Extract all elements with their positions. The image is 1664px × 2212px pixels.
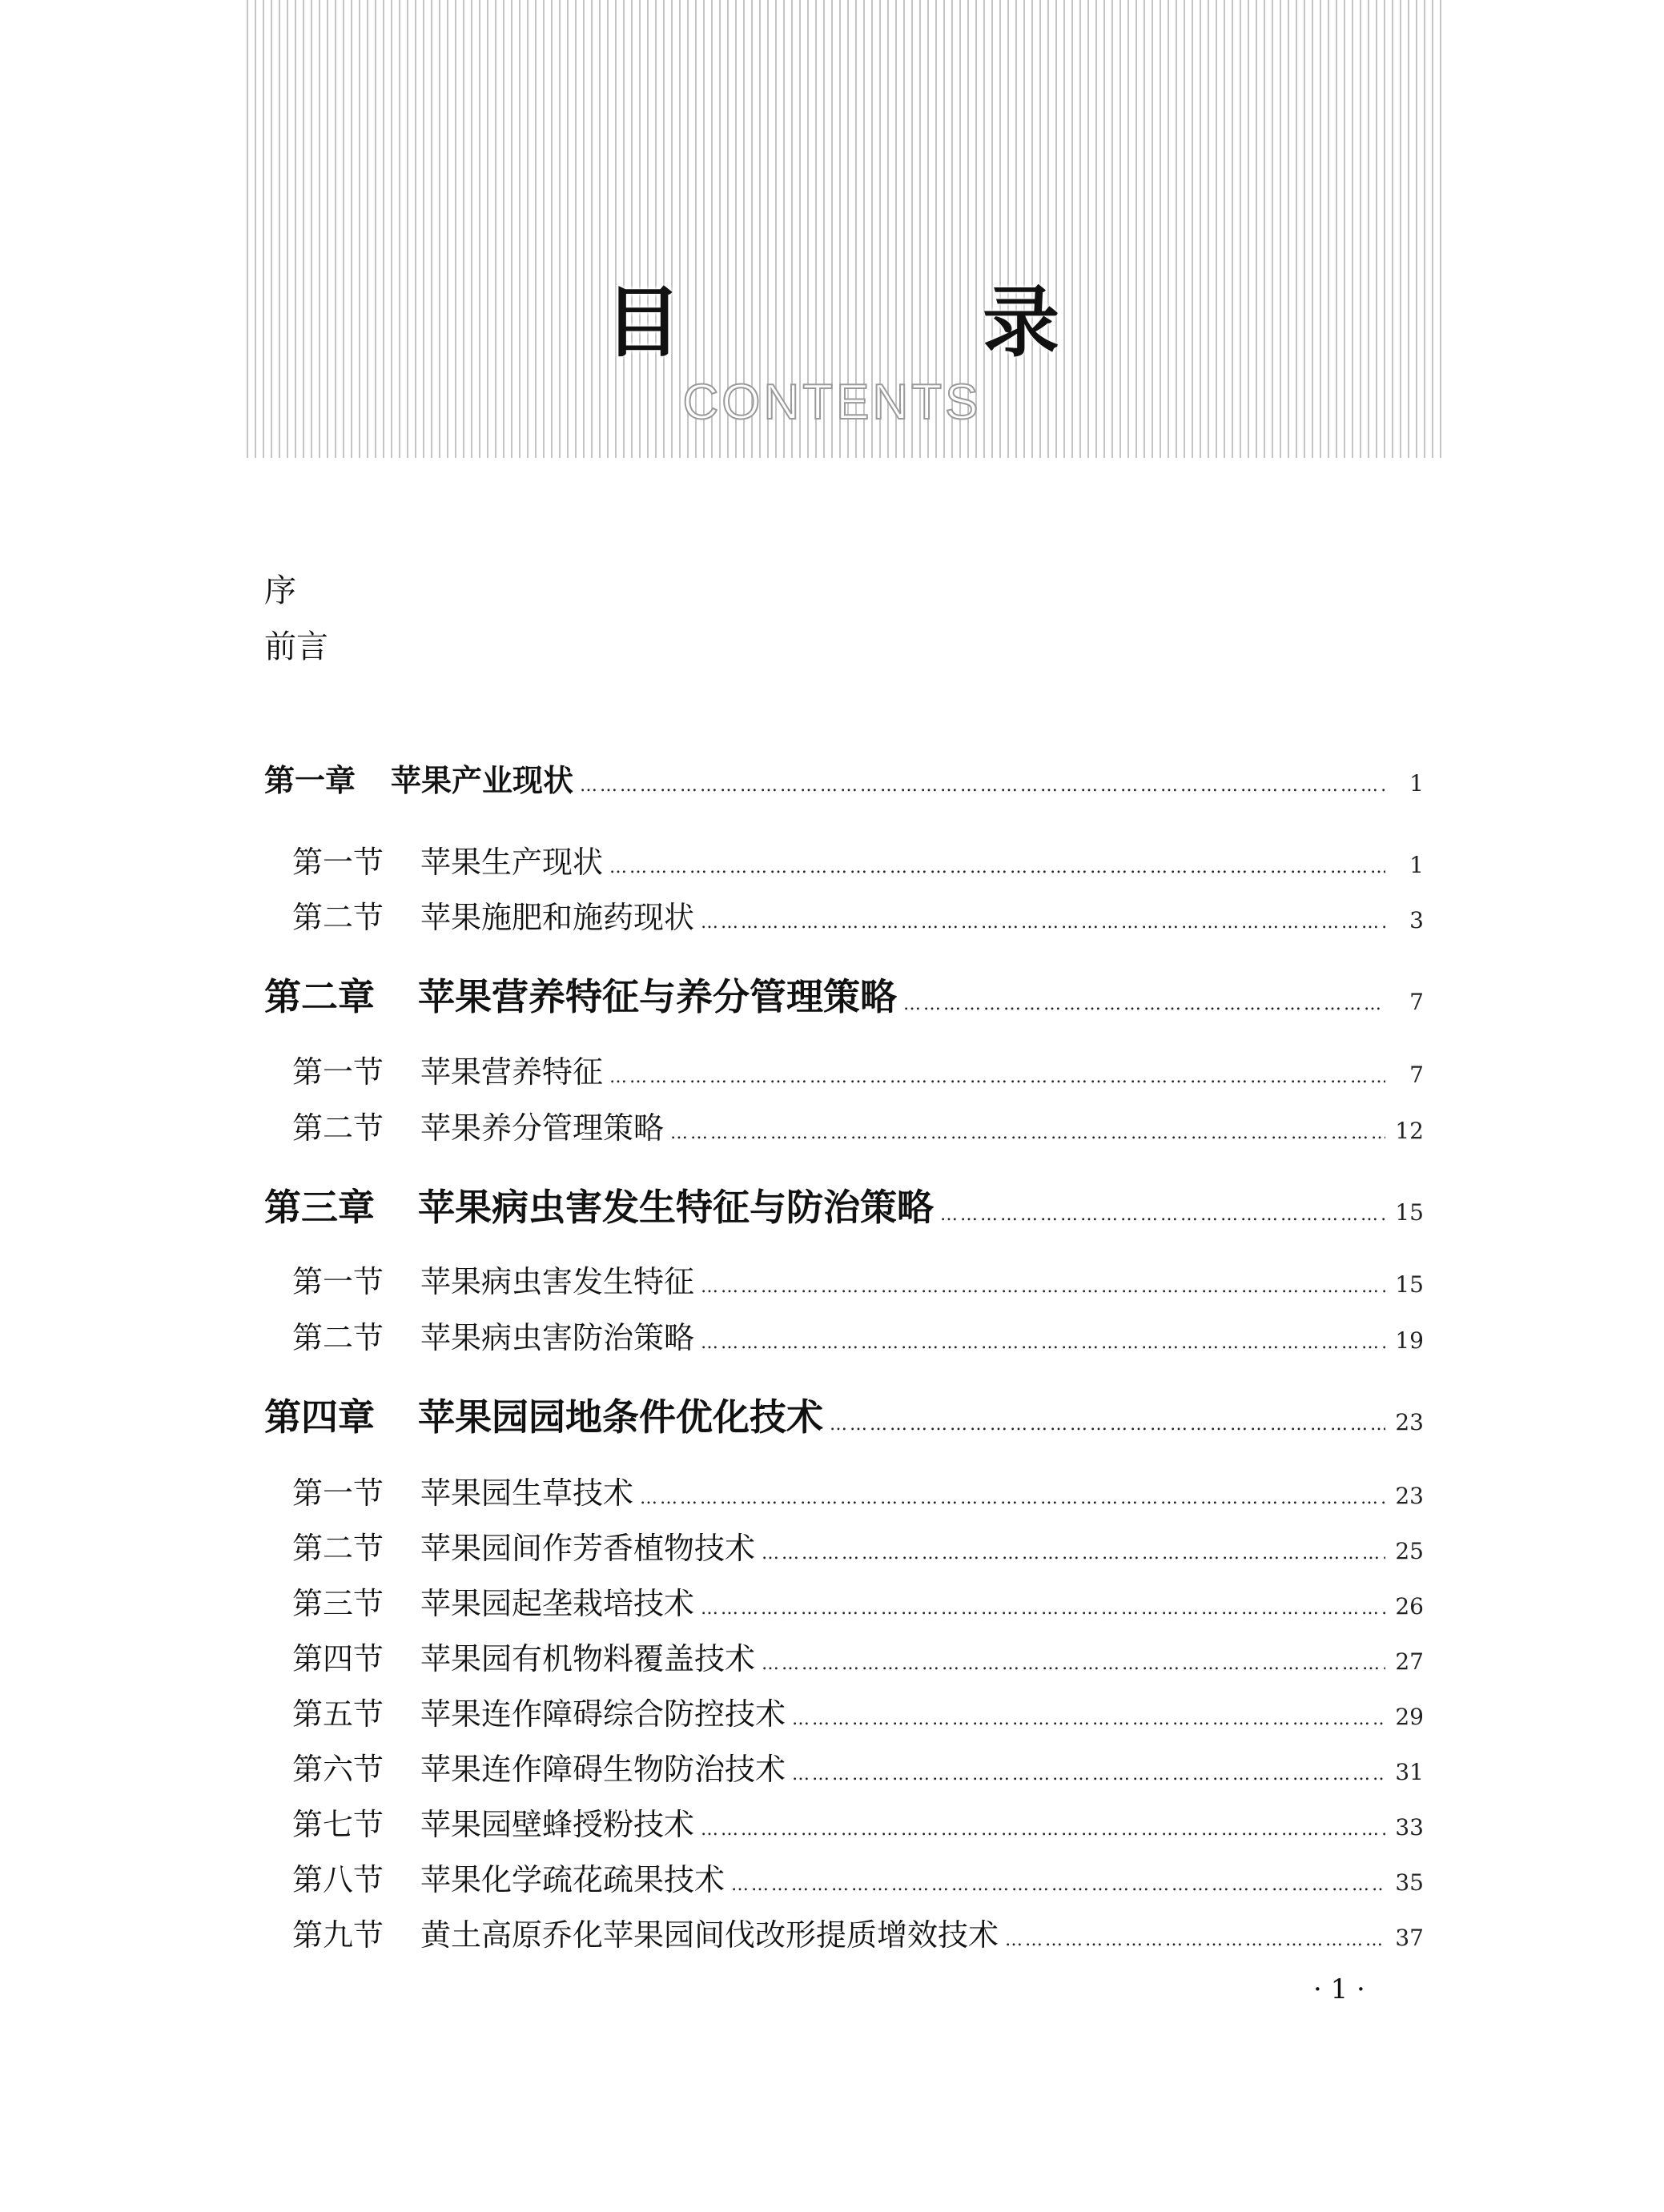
toc-number: 第三节 <box>292 1586 384 1621</box>
toc-title: 苹果病虫害发生特征 <box>420 1264 695 1299</box>
toc-chapter[interactable] <box>264 1395 1424 1439</box>
toc-page-number: 25 <box>1395 1538 1424 1564</box>
toc-title: 黄土高原乔化苹果园间伐改形提质增效技术 <box>420 1917 999 1953</box>
toc-title: 苹果园园地条件优化技术 <box>418 1395 823 1439</box>
toc-title: 苹果养分管理策略 <box>420 1110 665 1146</box>
toc-number: 第四节 <box>292 1641 384 1676</box>
toc-section[interactable] <box>292 1110 1424 1146</box>
toc-number: 第一节 <box>292 845 384 880</box>
toc-section[interactable] <box>292 1862 1424 1897</box>
toc-number: 第四章 <box>264 1395 375 1439</box>
toc-page-number: 7 <box>1409 989 1424 1015</box>
toc-page-number: 33 <box>1395 1814 1424 1841</box>
page-number: · 1 · <box>1313 1973 1365 2005</box>
toc-page-number: 1 <box>1409 852 1424 878</box>
toc-number: 第一章 <box>264 763 356 798</box>
toc-title: 苹果园生草技术 <box>420 1475 634 1511</box>
toc-section[interactable] <box>292 1264 1424 1299</box>
toc-chapter[interactable] <box>264 765 1424 796</box>
toc-page-number: 12 <box>1395 1118 1424 1144</box>
toc-number: 第一节 <box>292 1264 384 1299</box>
toc-leader-dots <box>640 1490 1385 1507</box>
toc-chapter[interactable] <box>264 975 1424 1018</box>
toc-section[interactable] <box>292 1588 1424 1619</box>
toc-page-number: 15 <box>1395 1199 1424 1226</box>
toc-section[interactable] <box>292 1475 1424 1511</box>
toc-section[interactable] <box>292 845 1424 880</box>
toc-leader-dots <box>731 1877 1385 1894</box>
toc-page-number: 27 <box>1395 1648 1424 1675</box>
toc-section[interactable] <box>292 1809 1424 1840</box>
toc-number: 第二节 <box>292 900 384 935</box>
toc-title: 苹果病虫害防治策略 <box>420 1320 695 1355</box>
toc-title: 苹果园起垄栽培技术 <box>420 1586 695 1621</box>
toc-title: 苹果化学疏花疏果技术 <box>420 1862 725 1897</box>
toc-title: 苹果病虫害发生特征与防治策略 <box>418 1186 934 1229</box>
toc-leader-dots <box>792 1766 1385 1784</box>
toc-number: 第二节 <box>292 1110 384 1146</box>
toc-title: 苹果产业现状 <box>391 763 574 798</box>
toc-number: 第六节 <box>292 1752 384 1787</box>
toc-leader-dots <box>1005 1932 1385 1949</box>
toc-page-number: 29 <box>1395 1704 1424 1730</box>
toc-leader-dots <box>609 1069 1385 1086</box>
toc-title: 苹果园有机物料覆盖技术 <box>420 1641 756 1676</box>
toc-leader-dots <box>609 859 1385 877</box>
toc-section[interactable] <box>292 1320 1424 1355</box>
toc-number: 第五节 <box>292 1696 384 1732</box>
page-subtitle: CONTENTS <box>682 375 982 430</box>
toc-number: 第三章 <box>264 1186 375 1229</box>
toc-page-number: 7 <box>1409 1062 1424 1088</box>
front-matter-preface[interactable]: 序 <box>264 572 296 609</box>
toc-section[interactable] <box>292 1641 1424 1676</box>
toc-number: 第一节 <box>292 1475 384 1511</box>
toc-page-number: 3 <box>1409 907 1424 933</box>
toc-page-number: 23 <box>1395 1409 1424 1435</box>
toc-title: 苹果园壁蜂授粉技术 <box>420 1807 695 1842</box>
toc-title: 苹果施肥和施药现状 <box>420 900 695 935</box>
toc-section[interactable] <box>292 1752 1424 1787</box>
toc-title: 苹果营养特征 <box>420 1054 604 1090</box>
toc-number: 第一节 <box>292 1054 384 1090</box>
toc-page-number: 23 <box>1395 1483 1424 1509</box>
toc-leader-dots <box>762 1656 1385 1673</box>
toc-page-number: 35 <box>1395 1869 1424 1896</box>
toc-page-number: 37 <box>1395 1925 1424 1951</box>
toc-section[interactable] <box>292 1054 1424 1090</box>
toc-leader-dots <box>701 1600 1385 1618</box>
toc-number: 第二节 <box>292 1320 384 1355</box>
toc-leader-dots <box>903 996 1385 1014</box>
toc-chapter[interactable] <box>264 1186 1424 1229</box>
toc-number: 第二章 <box>264 975 375 1018</box>
toc-section[interactable] <box>292 1696 1424 1732</box>
toc-section[interactable] <box>292 902 1424 933</box>
toc-leader-dots <box>580 777 1385 795</box>
toc-leader-dots <box>670 1125 1385 1142</box>
toc-title: 苹果生产现状 <box>420 845 604 880</box>
front-matter-foreword[interactable]: 前言 <box>264 628 328 665</box>
toc-leader-dots <box>701 1821 1385 1839</box>
toc-page-number: 26 <box>1395 1593 1424 1620</box>
toc-title: 苹果园间作芳香植物技术 <box>420 1531 756 1566</box>
toc-leader-dots <box>762 1545 1385 1563</box>
toc-leader-dots <box>701 914 1385 932</box>
toc-leader-dots <box>701 1279 1385 1296</box>
toc-number: 第二节 <box>292 1531 384 1566</box>
toc-leader-dots <box>792 1711 1385 1728</box>
toc-page-number: 31 <box>1395 1759 1424 1785</box>
toc-leader-dots <box>830 1416 1385 1434</box>
toc-section[interactable] <box>292 1917 1424 1953</box>
page-title: 目 录 <box>605 277 1172 367</box>
toc-number: 第八节 <box>292 1862 384 1897</box>
toc-leader-dots <box>940 1206 1385 1224</box>
toc-number: 第七节 <box>292 1807 384 1842</box>
toc-number: 第九节 <box>292 1917 384 1953</box>
toc-title: 苹果连作障碍综合防控技术 <box>420 1696 786 1732</box>
toc-title: 苹果营养特征与养分管理策略 <box>418 975 897 1018</box>
toc-title: 苹果连作障碍生物防治技术 <box>420 1752 786 1787</box>
toc-page-number: 1 <box>1409 770 1424 797</box>
toc-page-number: 19 <box>1395 1327 1424 1354</box>
toc-section[interactable] <box>292 1533 1424 1564</box>
toc-page-number: 15 <box>1395 1271 1424 1298</box>
toc-leader-dots <box>701 1335 1385 1352</box>
